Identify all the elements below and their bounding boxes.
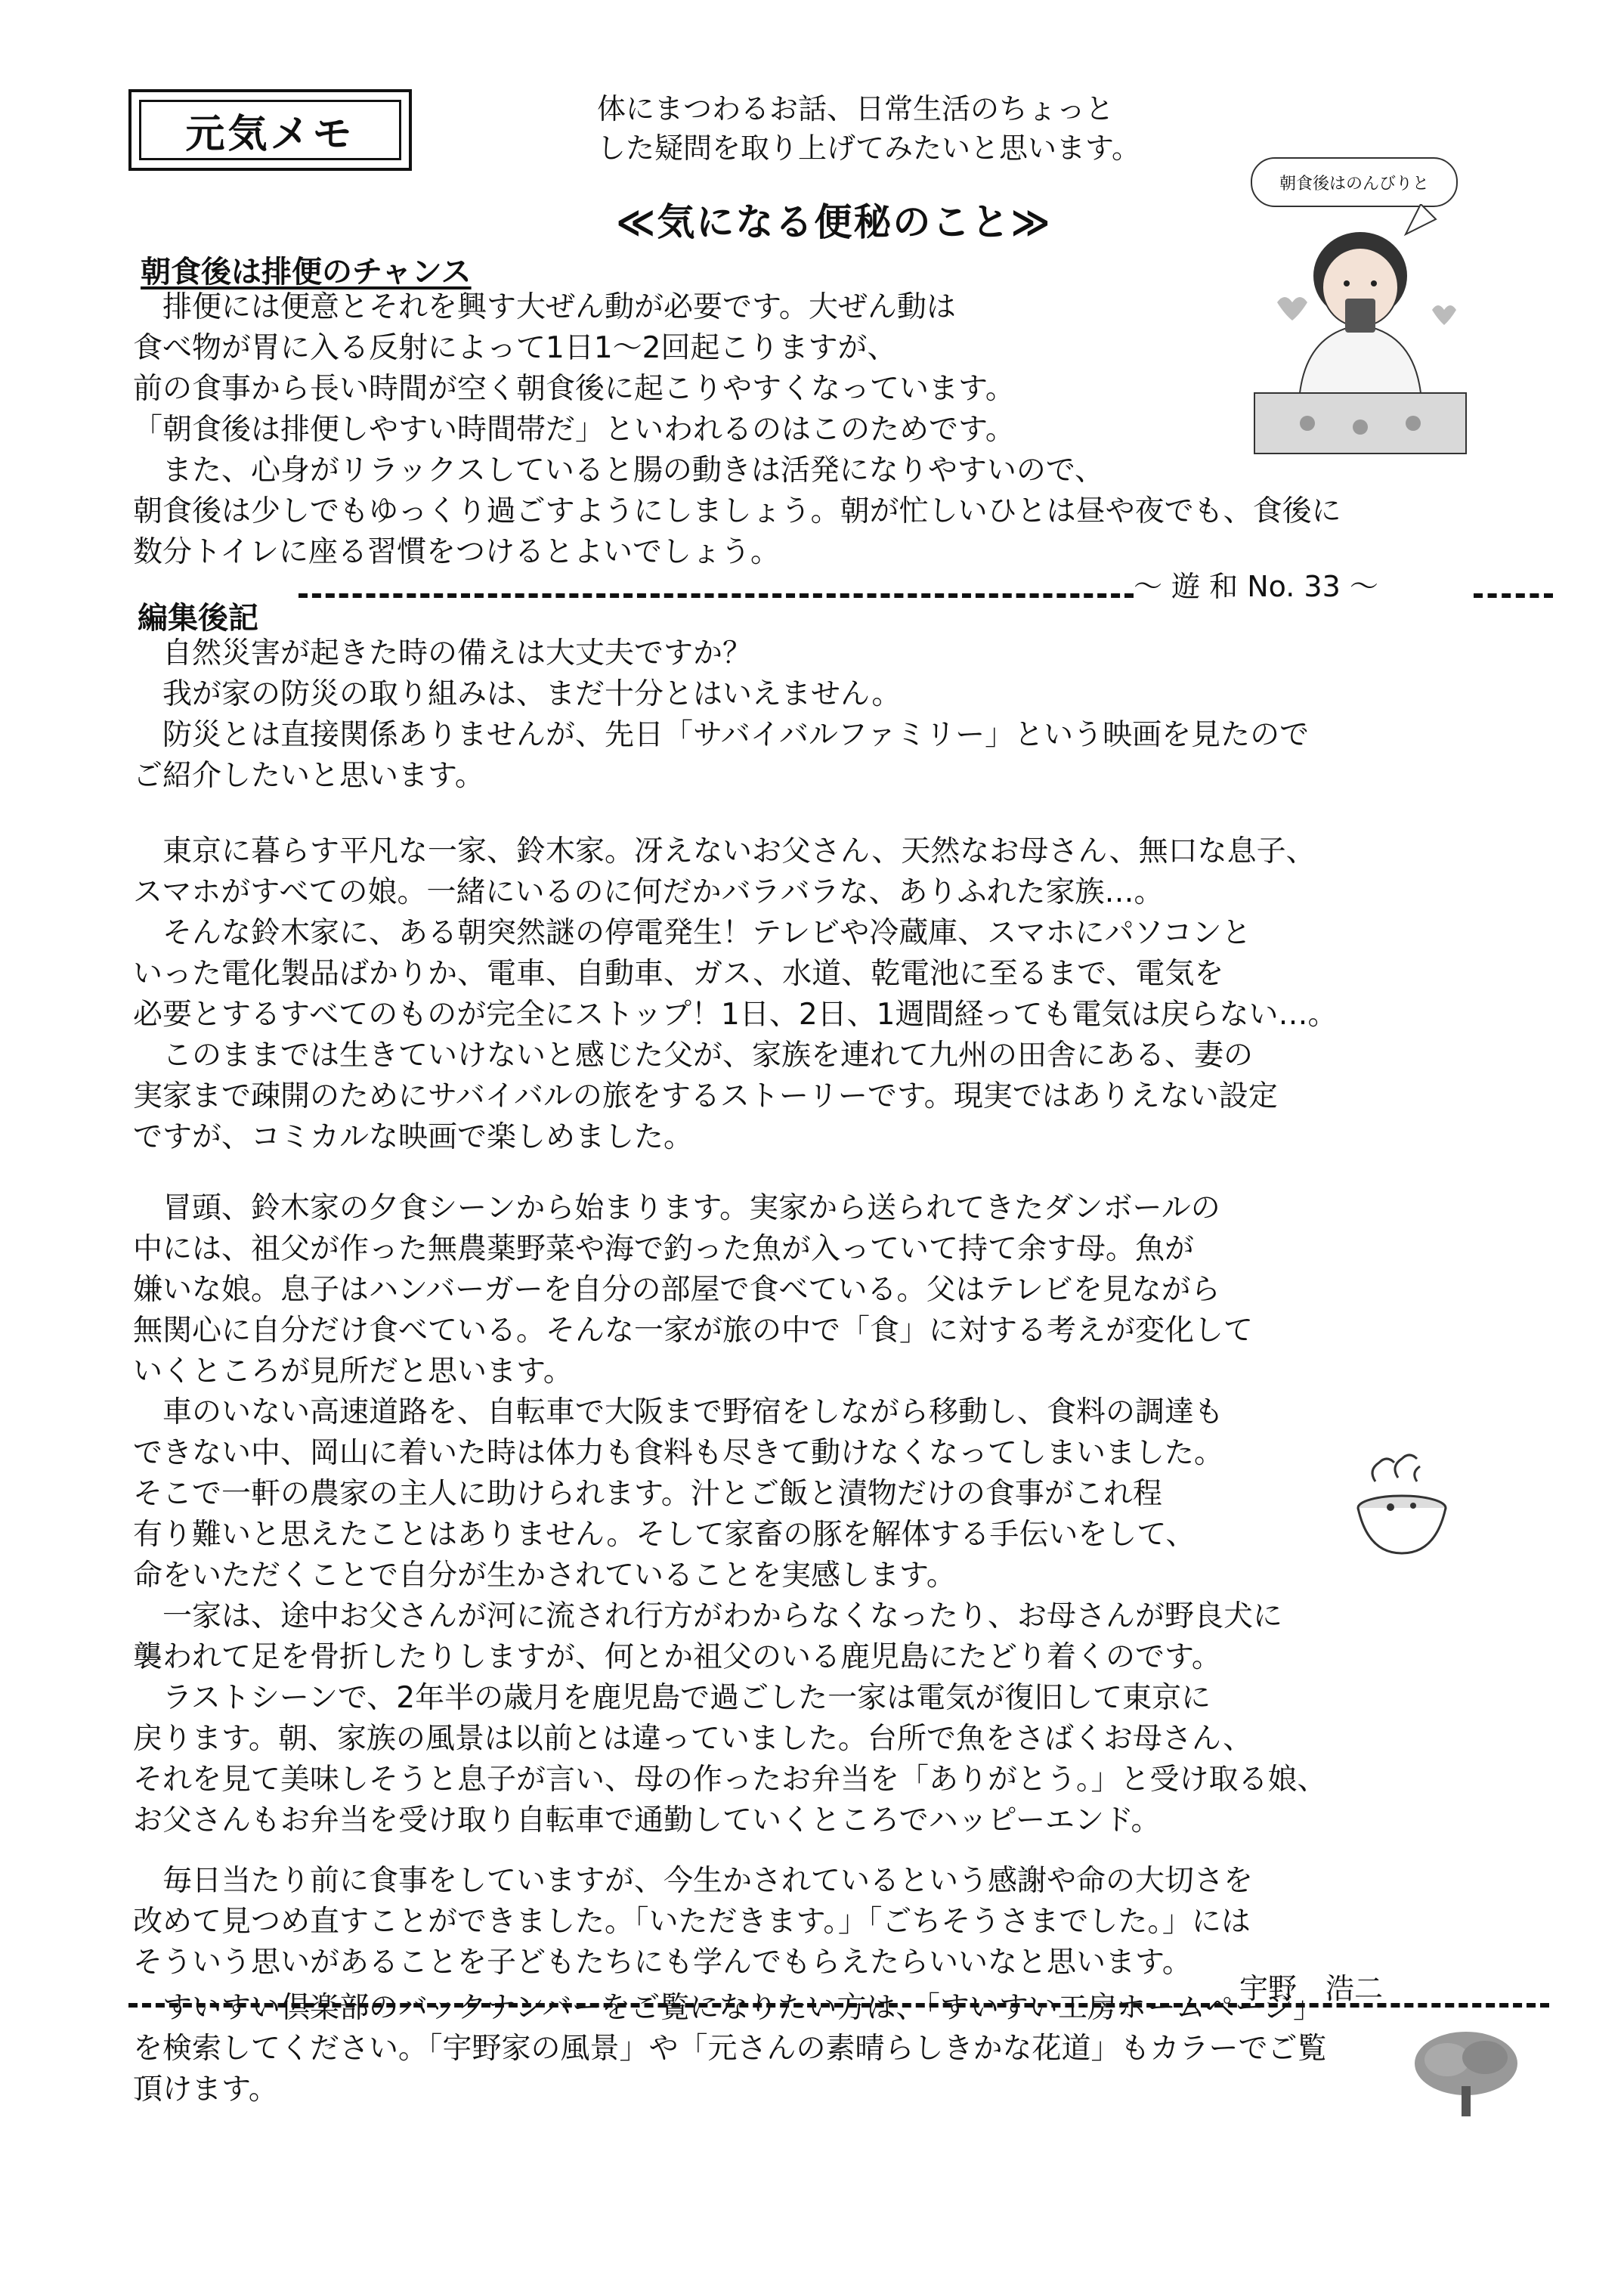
editorial-paragraph-2: 東京に暮らす平凡な一家、鈴木家。冴えないお父さん、天然なお母さん、無口な息子、 スマホがすべての娘。一緒にいるのに何だかバラバラな、ありふれた家族…。 そんな鈴木家に、ある朝突然謎の停電発生！テレビや冷蔵庫、スマホにパソコンと いった電化製品ばかりか、電車、自動車、ガス、水道、乾電池に至るまで、電気を 必要とするすべてのものが完全にストップ！1日、2日、1週間経っても電気は戻らない…。 このままでは生きていけないと感じた父が、家族を連れて九州の田舎にある、妻の 実家まで疎開のためにサバイバルの旅をするストーリーです。現実ではありえない設定 ですが、コミカルな映画で楽しめました。 bbox=[133, 834, 1338, 1154]
source-credit: ～ 遊 和 No. 33 ～ bbox=[1134, 570, 1378, 603]
editorial-paragraph-3: 冒頭、鈴木家の夕食シーンから始まります。実家から送られてきたダンボールの 中には、祖父が作った無農薬野菜や海で釣った魚が入っていて持て余す母。魚が 嫌いな娘。息子はハンバーガーを自分の部屋で食べている。父はテレビを見ながら 無関心に自分だけ食べている。そんな一家が旅の中で「食」に対する考えが変化して いくところが見所だと思います。 車のいない高速道路を、自転車で大阪まで野宿をしながら移動し、食料の調達も できない中、岡山に着いた時は体力も食料も尽きて動けなくなってしまいました。 そこで一軒の農家の主人に助けられます。汁とご飯と漬物だけの食事がこれ程 有り難いと思えたことはありません。そして家畜の豚を解体する手伝いをして、 命をいただくことで自分が生かされていることを実感します。 一家は、途中お父さんが河に流され行方がわからなくなったり、お母さんが野良犬に 襲われて足を骨折したりしますが、何とか祖父のいる鹿児島にたどり着くのです。 ラストシーンで、2年半の歳月を鹿児島で過ごした一家は電気が復旧して東京に 戻ります。朝、家族の風景は以前とは違っていました。台所で魚をさばくお母さん、 それを見て美味しそうと息子が言い、母の作ったお弁当を「ありがとう。」と受け取る娘、 お父さんもお弁当を受け取り自転車で通勤していくところでハッピーエンド。 bbox=[133, 1191, 1327, 1837]
health-heading: 朝食後は排便のチャンス bbox=[141, 255, 472, 289]
author-name: 宇野 浩二 bbox=[1239, 1972, 1384, 2005]
intro-line-1: 体にまつわるお話、日常生活のちょっと bbox=[597, 92, 1115, 125]
article-headline: ≪気になる便秘のこと≫ bbox=[616, 200, 1052, 244]
editorial-paragraph-1: 自然災害が起きた時の備えは大丈夫ですか？ 我が家の防災の取り組みは、まだ十分とはいえません。 防災とは直接関係ありませんが、先日「サバイバルファミリー」という映画を見たので ご紹介したいと思います。 bbox=[133, 636, 1310, 793]
intro-text bbox=[597, 89, 1277, 168]
divider-dashed-1 bbox=[299, 593, 1134, 598]
editorial-paragraph-4: 毎日当たり前に食事をしていますが、今生かされているという感謝や命の大切さを 改めて見つめ直すことができました。「いただきます。」「ごちそうさまでした。」には そういう思いがあることを子どもたちにも学んでもらえたらいいなと思います。 bbox=[133, 1864, 1254, 1980]
divider-dashed-1b bbox=[1474, 593, 1553, 598]
editorial-heading: 編集後記 bbox=[138, 601, 258, 636]
soup-bowl-icon bbox=[1353, 1451, 1451, 1565]
footer-text: すいすい倶楽部のバックナンバーをご覧になりたい方は、「すいすい工房ホームページ」 を検索してください。「宇野家の風景」や「元さんの素晴らしきかな花道」もカラーでご覧 頂けます。 bbox=[133, 1991, 1327, 2107]
title-box bbox=[128, 89, 412, 171]
speech-bubble: 朝食後はのんびりと bbox=[1251, 157, 1458, 207]
tree-icon bbox=[1406, 2026, 1527, 2124]
health-body: 排便には便意とそれを興す大ぜん動が必要です。大ぜん動は 食べ物が胃に入る反射によって1日1～2回起こりますが、 前の食事から長い時間が空く朝食後に起こりやすくなっています。 「朝食後は排便しやすい時間帯だ」といわれるのはこのためです。 また、心身がリラックスしていると腸の動きは活発になりやすいので、 朝食後は少しでもゆっくり過ごすようにしましょう。朝が忙しいひとは昼や夜でも、食後に 数分トイレに座る習慣をつけるとよいでしょう。 bbox=[133, 290, 1341, 569]
intro-line-2: した疑問を取り上げてみたいと思います。 bbox=[597, 132, 1140, 165]
page-title: 元気メモ bbox=[139, 100, 401, 160]
